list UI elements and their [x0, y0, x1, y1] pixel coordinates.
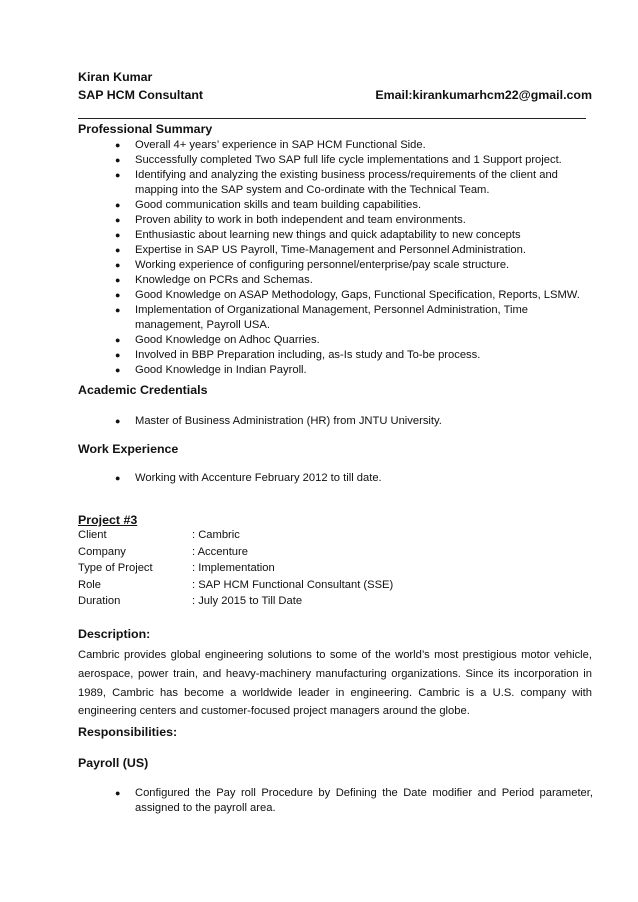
description-heading: Description:: [78, 627, 151, 641]
list-item: ● Good Knowledge in Indian Payroll.: [0, 363, 593, 378]
responsibilities-heading: Responsibilities:: [78, 725, 178, 739]
candidate-name: Kiran Kumar: [78, 70, 153, 84]
detail-key: Duration: [78, 595, 121, 607]
list-item: ● Working experience of configuring personnel/enterprise/pay scale structure.: [0, 258, 593, 273]
list-item: ● Knowledge on PCRs and Schemas.: [0, 273, 593, 288]
project-details: [78, 528, 578, 611]
detail-key: Role: [78, 578, 102, 591]
list-item: ● Configured the Pay roll Procedure by Defining the Date modifier and Period parameter, assigned to the payroll area.: [0, 786, 593, 816]
list-item: ● Master of Business Administration (HR) from JNTU University.: [0, 414, 593, 429]
project-detail-row: [78, 578, 578, 595]
project-detail-row: [78, 594, 578, 611]
list-item: ● Enthusiastic about learning new things and quick adaptability to new concepts: [0, 228, 593, 243]
project-title: Project #3: [78, 513, 138, 527]
detail-value: : Accenture: [192, 545, 248, 558]
description-text: Cambric provides global engineering solutions to some of the world’s most prestigious motor vehicle, aerospace, power train, and heavy-machinery manufacturing organizations. Since its incorporation in 1989, Cambric has become a worldwide leader in engineering. Cambric is a U.S. company with engineering centers and customer-focused project managers around the globe.: [78, 649, 592, 718]
detail-key: Client: [78, 529, 107, 541]
list-item: ● Good Knowledge on ASAP Methodology, Gaps, Functional Specification, Reports, LSMW.: [0, 288, 593, 303]
list-item: ● Good communication skills and team building capabilities.: [0, 198, 593, 213]
detail-value: : SAP HCM Functional Consultant (SSE): [192, 578, 394, 591]
work-heading: Work Experience: [78, 442, 179, 456]
title-row: [78, 88, 592, 103]
list-item: ● Successfully completed Two SAP full life cycle implementations and 1 Support project.: [0, 153, 593, 168]
work-list: [0, 471, 593, 486]
detail-key: Company: [78, 545, 126, 558]
header-divider: [78, 118, 586, 119]
project-detail-row: [78, 561, 578, 578]
project-detail-row: [78, 545, 578, 562]
list-item: ● Good Knowledge on Adhoc Quarries.: [0, 333, 593, 348]
list-item: ● Implementation of Organizational Management, Personnel Administration, Time management, Payroll USA.: [0, 303, 593, 333]
list-item: ● Expertise in SAP US Payroll, Time-Management and Personnel Administration.: [0, 243, 593, 258]
candidate-role: SAP HCM Consultant: [78, 88, 204, 102]
list-item: ● Proven ability to work in both independent and team environments.: [0, 213, 593, 228]
detail-value: : Implementation: [192, 562, 275, 574]
project-detail-row: [78, 528, 578, 545]
responsibilities-list: [0, 786, 593, 816]
list-item: ● Overall 4+ years’ experience in SAP HCM Functional Side.: [0, 138, 593, 153]
summary-list: [0, 138, 593, 378]
detail-key: Type of Project: [78, 562, 153, 574]
list-item: ● Identifying and analyzing the existing business process/requirements of the client and mapping into the SAP system and Co-ordinate with the Technical Team.: [0, 168, 593, 198]
academic-list: [0, 414, 593, 429]
academic-heading: Academic Credentials: [78, 383, 208, 397]
candidate-email: Email:kirankumarhcm22@gmail.com: [375, 88, 592, 102]
detail-value: : July 2015 to Till Date: [192, 595, 303, 607]
list-item: ● Involved in BBP Preparation including, as-Is study and To-be process.: [0, 348, 593, 363]
list-item: ● Working with Accenture February 2012 to till date.: [0, 471, 593, 486]
detail-value: : Cambric: [192, 529, 240, 541]
summary-heading: Professional Summary: [78, 122, 213, 136]
payroll-subheading: Payroll (US): [78, 756, 149, 770]
